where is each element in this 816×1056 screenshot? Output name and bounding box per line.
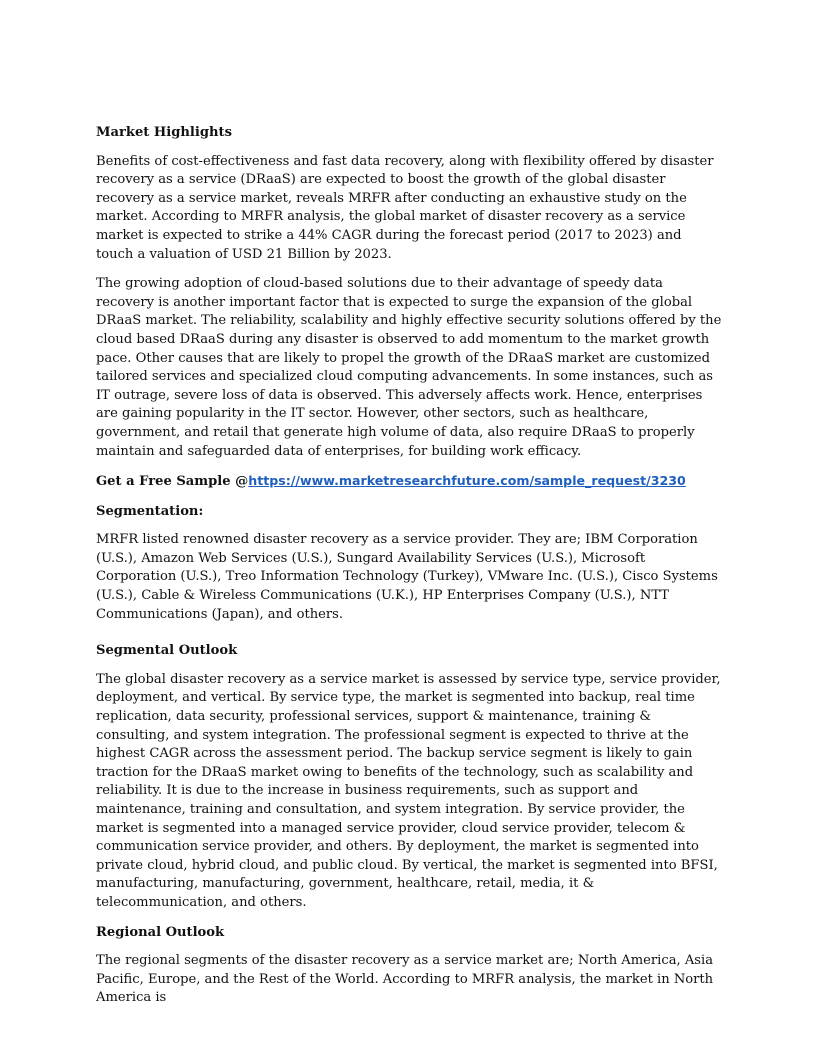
segmentation-heading: Segmentation: <box>96 503 204 519</box>
market-highlights-heading: Market Highlights <box>96 125 232 140</box>
market-highlights-paragraph-2: The growing adoption of cloud-based solutions due to their advantage of speedy data recovery is another important factor that is expected to surge the expansion of the global DRaaS market. The reliability, scalability and highly effective security solutions offered by the cloud based DRaaS during any disaster is observed to add momentum to the market growth pace. Other causes that are likely to propel the growth of the DRaaS market are customized tailored services and specialized cloud computing advancements. In some instances, such as IT outrage, severe loss of data is observed. This adversely affects work. Hence, enterprises are gaining popularity in the IT sector. However, other sectors, such as healthcare, government, and retail that generate high volume of data, also require DRaaS to properly maintain and safeguarded data of enterprises, for building work efficacy. <box>96 276 722 459</box>
sample-request-link[interactable]: https://www.marketresearchfuture.com/sample_request/3230 <box>248 473 686 489</box>
segmental-outlook-heading: Segmental Outlook <box>96 643 238 659</box>
free-sample-label: Get a Free Sample @ <box>96 474 249 490</box>
free-sample-line <box>96 472 722 492</box>
segmental-outlook-paragraph: The global disaster recovery as a service market is assessed by service type, service provider, deployment, and vertical. By service type, the market is segmented into backup, real time replication, data security, professional services, support & maintenance, training & consulting, and system integration. The professional segment is expected to thrive at the highest CAGR across the assessment period. The backup service segment is likely to gain traction for the DRaaS market owing to benefits of the technology, such as scalability and reliability. It is due to the increase in business requirements, such as support and maintenance, training and consultation, and system integration. By service provider, the market is segmented into a managed service provider, cloud service provider, telecom & communication service provider, and others. By deployment, the market is segmented into private cloud, hybrid cloud, and public cloud. By vertical, the market is segmented into BFSI, manufacturing, manufacturing, government, healthcare, retail, media, it & telecommunication, and others. <box>96 671 721 910</box>
segmentation-paragraph: MRFR listed renowned disaster recovery as a service provider. They are; IBM Corporation (U.S.), Amazon Web Services (U.S.), Sungard Availability Services (U.S.), Microsoft Corporation (U.S.), Treo Information Technology (Turkey), VMware Inc. (U.S.), Cisco Systems (U.S.), Cable & Wireless Communications (U.K.), HP Enterprises Company (U.S.), NTT Communications (Japan), and others. <box>96 532 718 622</box>
regional-outlook-heading: Regional Outlook <box>96 924 225 940</box>
document-page <box>96 124 722 1008</box>
market-highlights-paragraph-1: Benefits of cost-effectiveness and fast data recovery, along with flexibility offered by disaster recovery as a service (DRaaS) are expected to boost the growth of the global disaster recovery as a service market, reveals MRFR after conducting an exhaustive study on the market. According to MRFR analysis, the global market of disaster recovery as a service market is expected to strike a 44% CAGR during the forecast period (2017 to 2023) and touch a valuation of USD 21 Billion by 2023. <box>96 153 714 262</box>
regional-outlook-paragraph: The regional segments of the disaster recovery as a service market are; North America, Asia Pacific, Europe, and the Rest of the World. According to MRFR analysis, the market in North America is <box>96 953 714 1006</box>
